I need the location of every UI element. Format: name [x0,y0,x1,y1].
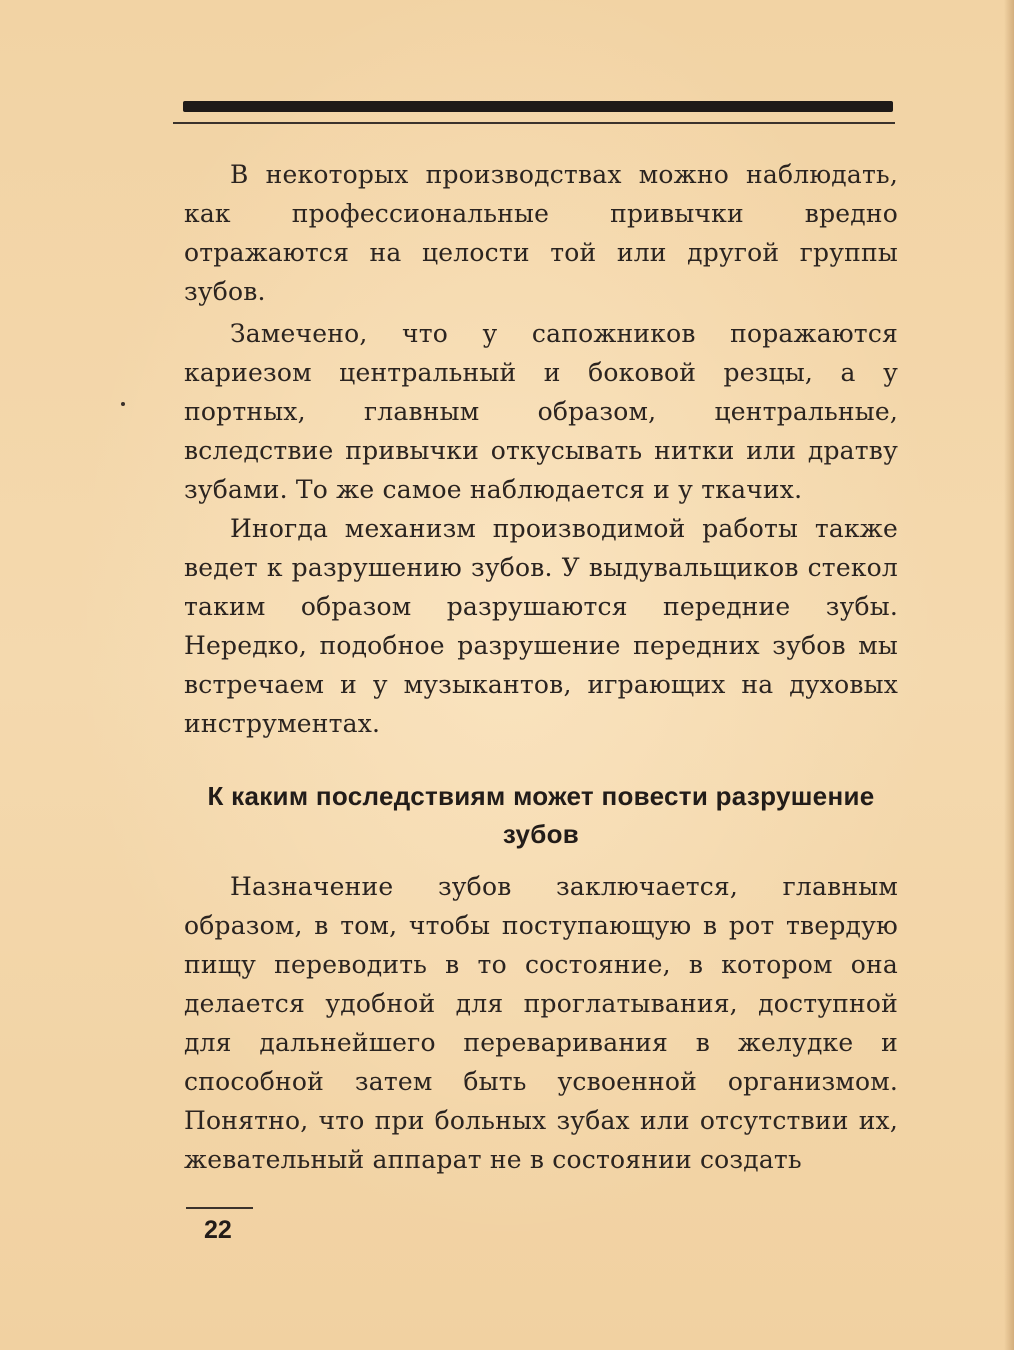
page-edge-shadow [1004,0,1014,1350]
paragraph-professional-habits: В некоторых производствах можно наблюдать, как профессиональные привычки вредно отражаются на целости той или другой группы зубов. [184,160,898,306]
section-heading: К каким последствиям может повести разрушение зубов [207,781,875,849]
paragraph-glassblowers-musicians: Иногда механизм производимой работы также ведет к разрушению зубов. У выдувальщиков стекол таким образом разрушаются передние зубы. Нередко, подобное разрушение передних зубов мы встречаем и у музыкантов, играющих на духовых инструментах. [184,514,898,738]
footer-rule [186,1207,253,1209]
header-rule-thin [173,122,895,124]
print-speck [121,402,125,406]
paragraph-shoemakers-tailors: Замечено, что у сапожников поражаются кариезом центральный и боковой резцы, а у портных, главным образом, центральные, вследствие привычки откусывать нитки или дратву зубами. То же самое наблюдается и у ткачих. [184,319,898,504]
header-rule-thick [183,101,893,112]
paragraph-purpose-of-teeth: Назначение зубов заключается, главным образом, в том, чтобы поступающую в рот твердую пищу переводить в то состояние, в котором она делается удобной для проглатывания, доступной для дальнейшего переваривания в желудке и способной затем быть усвоенной организмом. Понятно, что при больных зубах или отсутствии их, жевательный аппарат не в состоянии создать [184,872,898,1174]
page-number: 22 [204,1216,232,1244]
